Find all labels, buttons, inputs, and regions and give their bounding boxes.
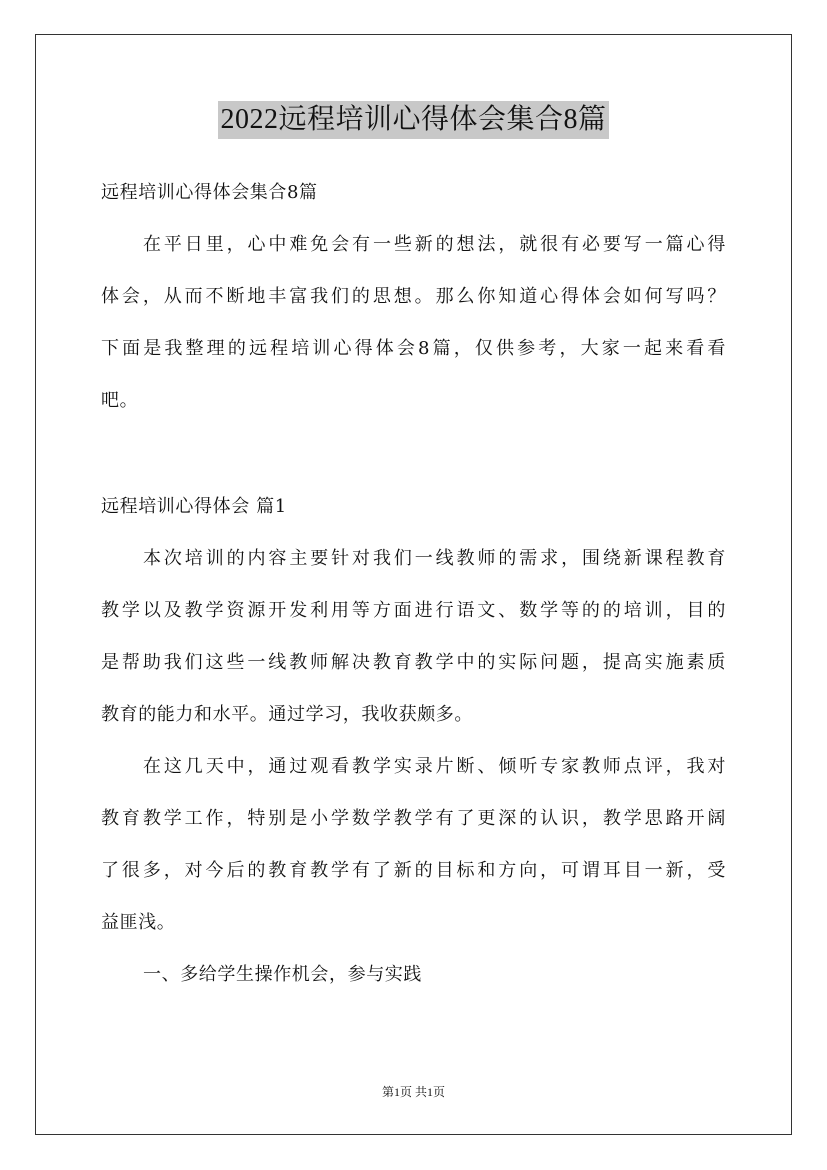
- section-gap: [101, 431, 726, 485]
- para1-line-1: 本次培训的内容主要针对我们一线教师的需求，围绕新课程教育: [143, 548, 726, 569]
- page-number-footer: 第1页 共1页: [381, 1085, 445, 1099]
- intro-line-1: 在平日里，心中难免会有一些新的想法，就很有必要写一篇心得: [143, 234, 726, 255]
- para1-line-3: 是帮助我们这些一线教师解决教育教学中的实际问题，提高实施素质: [101, 652, 726, 673]
- document-body: [101, 171, 726, 1005]
- section-heading: 远程培训心得体会 篇1: [101, 496, 287, 517]
- intro-line-3: 下面是我整理的远程培训心得体会8篇，仅供参考，大家一起来看看: [101, 338, 726, 359]
- document-subtitle: 远程培训心得体会集合8篇: [101, 182, 318, 203]
- title-container: [0, 101, 827, 139]
- intro-line-4: 吧。: [101, 390, 139, 411]
- para2-line-2: 教育教学工作，特别是小学数学教学有了更深的认识，教学思路开阔: [101, 808, 726, 829]
- para2-line-1: 在这几天中，通过观看教学实录片断、倾听专家教师点评，我对: [143, 756, 726, 777]
- para1-line-4: 教育的能力和水平。通过学习，我收获颇多。: [101, 704, 473, 725]
- intro-line-2: 体会，从而不断地丰富我们的思想。那么你知道心得体会如何写吗？: [101, 286, 726, 307]
- para2-line-3: 了很多，对今后的教育教学有了新的目标和方向，可谓耳目一新，受: [101, 860, 726, 881]
- para1-line-2: 教学以及教学资源开发利用等方面进行语文、数学等的的培训，目的: [101, 600, 726, 621]
- point-heading-1: 一、多给学生操作机会，参与实践: [143, 964, 422, 985]
- document-title: 2022远程培训心得体会集合8篇: [218, 101, 608, 139]
- para2-line-4: 益匪浅。: [101, 912, 176, 933]
